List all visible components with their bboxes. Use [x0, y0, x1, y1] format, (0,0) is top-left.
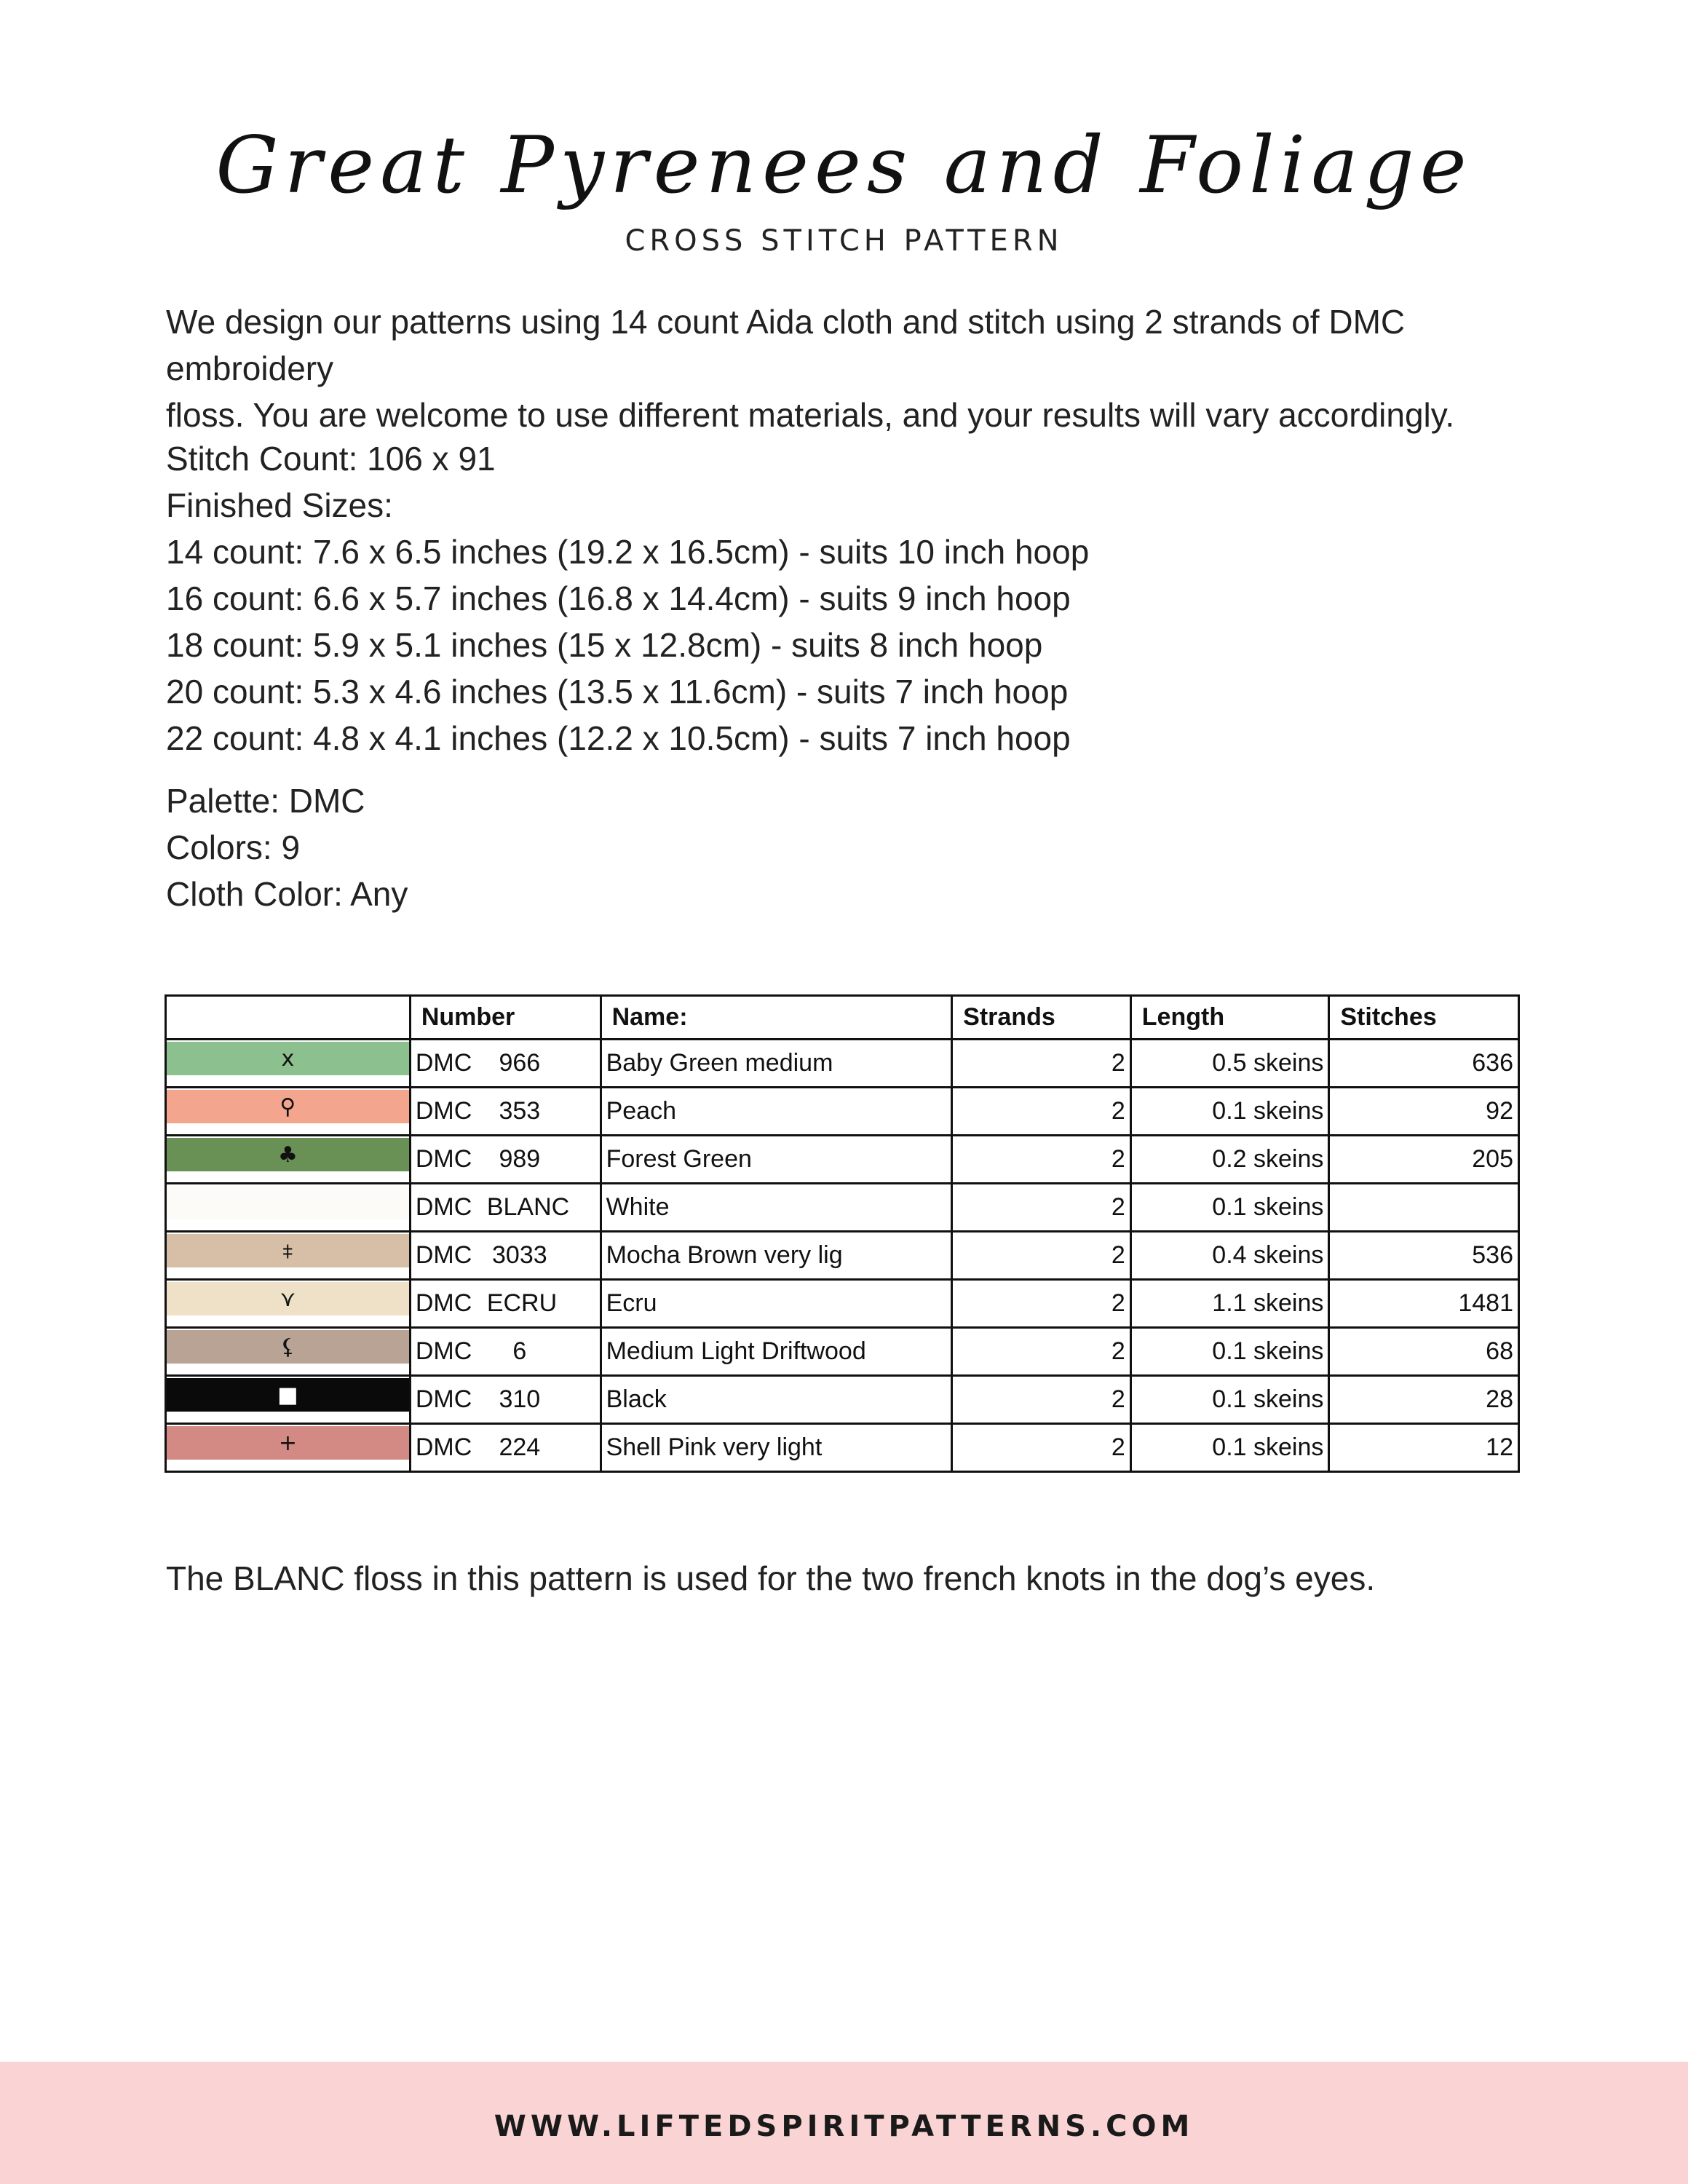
floss-name: Black [601, 1376, 952, 1424]
number-cell [410, 1424, 601, 1472]
floss-table-body [166, 1040, 1519, 1472]
floss-name: White [601, 1184, 952, 1232]
symbol-cell [166, 1184, 411, 1232]
pattern-title: Great Pyrenees and Foliage [215, 120, 1473, 211]
length-cell: 0.2 skeins [1130, 1136, 1329, 1184]
floss-code: 310 [499, 1385, 541, 1413]
stitches-cell: 536 [1329, 1232, 1519, 1280]
table-row [166, 1040, 1519, 1088]
website-link[interactable]: WWW.LIFTEDSPIRITPATTERNS.COM [494, 2110, 1194, 2143]
table-row [166, 1088, 1519, 1136]
floss-code: 989 [499, 1145, 541, 1173]
table-row [166, 1280, 1519, 1328]
length-cell: 0.1 skeins [1130, 1376, 1329, 1424]
symbol-cell [166, 1136, 411, 1184]
stitches-cell: 12 [1329, 1424, 1519, 1472]
size-line: 16 count: 6.6 x 5.7 inches (16.8 x 14.4cm) - suits 9 inch hoop [166, 579, 1071, 617]
floss-table [165, 994, 1520, 1473]
brand-label: DMC [415, 1385, 472, 1413]
strands-cell: 2 [952, 1376, 1131, 1424]
stitches-cell: 1481 [1329, 1280, 1519, 1328]
color-swatch [167, 1282, 409, 1315]
stitch-symbol-icon: x [281, 1045, 295, 1072]
stitches-cell [1329, 1184, 1519, 1232]
strands-cell: 2 [952, 1328, 1131, 1376]
color-swatch [167, 1426, 409, 1460]
brand-label: DMC [415, 1145, 472, 1173]
stitches-cell: 205 [1329, 1136, 1519, 1184]
symbol-cell [166, 1232, 411, 1280]
floss-code: 353 [499, 1097, 541, 1125]
floss-name: Peach [601, 1088, 952, 1136]
stitches-cell: 636 [1329, 1040, 1519, 1088]
blanc-note: The BLANC floss in this pattern is used for the two french knots in the dog’s eyes. [166, 1559, 1376, 1597]
table-row [166, 1184, 1519, 1232]
floss-code: ECRU [486, 1289, 558, 1317]
floss-code: 6 [512, 1337, 527, 1365]
size-line: 18 count: 5.9 x 5.1 inches (15 x 12.8cm) - suits 8 inch hoop [166, 626, 1043, 664]
finished-sizes-label: Finished Sizes: [166, 486, 393, 524]
stitch-stats [166, 435, 1520, 761]
symbol-cell [166, 1328, 411, 1376]
floss-name: Medium Light Driftwood [601, 1328, 952, 1376]
strands-cell: 2 [952, 1424, 1131, 1472]
symbol-cell [166, 1088, 411, 1136]
length-cell: 0.1 skeins [1130, 1328, 1329, 1376]
floss-code: 224 [499, 1433, 541, 1461]
floss-code: 3033 [492, 1241, 547, 1269]
stitch-symbol-icon: ⚸ [280, 1334, 296, 1360]
length-cell: 0.4 skeins [1130, 1232, 1329, 1280]
strands-cell: 2 [952, 1280, 1131, 1328]
table-header-row [166, 996, 1519, 1040]
color-swatch [167, 1138, 409, 1171]
floss-name: Shell Pink very light [601, 1424, 952, 1472]
table-row [166, 1328, 1519, 1376]
floss-name: Forest Green [601, 1136, 952, 1184]
color-swatch [167, 1090, 409, 1123]
stitches-cell: 68 [1329, 1328, 1519, 1376]
floss-code: 966 [499, 1049, 541, 1077]
palette-line: Palette: DMC [166, 782, 365, 820]
stitch-symbol-icon: ⧧ [282, 1238, 294, 1264]
number-cell [410, 1040, 601, 1088]
number-cell [410, 1232, 601, 1280]
strands-cell: 2 [952, 1088, 1131, 1136]
stitch-symbol-icon: ⋎ [280, 1286, 296, 1312]
number-cell [410, 1376, 601, 1424]
brand-label: DMC [415, 1433, 472, 1461]
intro-line: We design our patterns using 14 count Aida cloth and stitch using 2 strands of DMC embroidery [166, 303, 1406, 387]
strands-cell: 2 [952, 1232, 1131, 1280]
strands-cell: 2 [952, 1184, 1131, 1232]
floss-code: BLANC [486, 1193, 570, 1221]
column-header-length: Length [1130, 996, 1329, 1040]
size-line: 14 count: 7.6 x 6.5 inches (19.2 x 16.5cm) - suits 10 inch hoop [166, 533, 1090, 571]
stitch-symbol-icon: + [278, 1430, 297, 1456]
brand-label: DMC [415, 1241, 472, 1269]
stitch-count: Stitch Count: 106 x 91 [166, 440, 496, 478]
cloth-color-line: Cloth Color: Any [166, 875, 408, 913]
pattern-subtitle: CROSS STITCH PATTERN [625, 224, 1063, 258]
brand-label: DMC [415, 1289, 472, 1317]
stitch-symbol-icon: ■ [277, 1382, 298, 1408]
symbol-cell [166, 1040, 411, 1088]
stitch-symbol-icon: ♣ [277, 1142, 298, 1168]
number-cell [410, 1136, 601, 1184]
stitch-symbol-icon: ⚲ [280, 1093, 296, 1120]
table-row [166, 1424, 1519, 1472]
strands-cell: 2 [952, 1136, 1131, 1184]
size-line: 22 count: 4.8 x 4.1 inches (12.2 x 10.5cm) - suits 7 inch hoop [166, 719, 1071, 757]
color-swatch [167, 1330, 409, 1364]
table-row [166, 1232, 1519, 1280]
column-header-number: Number [410, 996, 601, 1040]
palette-info [166, 778, 1520, 917]
size-line: 20 count: 5.3 x 4.6 inches (13.5 x 11.6cm) - suits 7 inch hoop [166, 673, 1069, 711]
floss-name: Baby Green medium [601, 1040, 952, 1088]
brand-label: DMC [415, 1193, 472, 1221]
length-cell: 0.1 skeins [1130, 1088, 1329, 1136]
brand-label: DMC [415, 1097, 472, 1125]
intro-paragraph [166, 298, 1520, 438]
number-cell [410, 1088, 601, 1136]
brand-label: DMC [415, 1337, 472, 1365]
column-header-name: Name: [601, 996, 952, 1040]
color-swatch [167, 1378, 409, 1412]
strands-cell: 2 [952, 1040, 1131, 1088]
brand-label: DMC [415, 1049, 472, 1077]
number-cell [410, 1328, 601, 1376]
color-swatch [167, 1042, 409, 1075]
colors-line: Colors: 9 [166, 828, 301, 866]
symbol-cell [166, 1376, 411, 1424]
intro-line: floss. You are welcome to use different materials, and your results will vary accordingly. [166, 396, 1455, 434]
table-row [166, 1376, 1519, 1424]
footer-bar [0, 2062, 1688, 2184]
floss-name: Ecru [601, 1280, 952, 1328]
length-cell: 0.1 skeins [1130, 1184, 1329, 1232]
number-cell [410, 1184, 601, 1232]
symbol-cell [166, 1280, 411, 1328]
length-cell: 0.5 skeins [1130, 1040, 1329, 1088]
symbol-cell [166, 1424, 411, 1472]
length-cell: 1.1 skeins [1130, 1280, 1329, 1328]
table-row [166, 1136, 1519, 1184]
color-swatch [167, 1234, 409, 1267]
color-swatch [167, 1186, 409, 1219]
column-header-symbol [166, 996, 411, 1040]
column-header-strands: Strands [952, 996, 1131, 1040]
column-header-stitches: Stitches [1329, 996, 1519, 1040]
stitches-cell: 28 [1329, 1376, 1519, 1424]
length-cell: 0.1 skeins [1130, 1424, 1329, 1472]
stitches-cell: 92 [1329, 1088, 1519, 1136]
number-cell [410, 1280, 601, 1328]
floss-name: Mocha Brown very lig [601, 1232, 952, 1280]
